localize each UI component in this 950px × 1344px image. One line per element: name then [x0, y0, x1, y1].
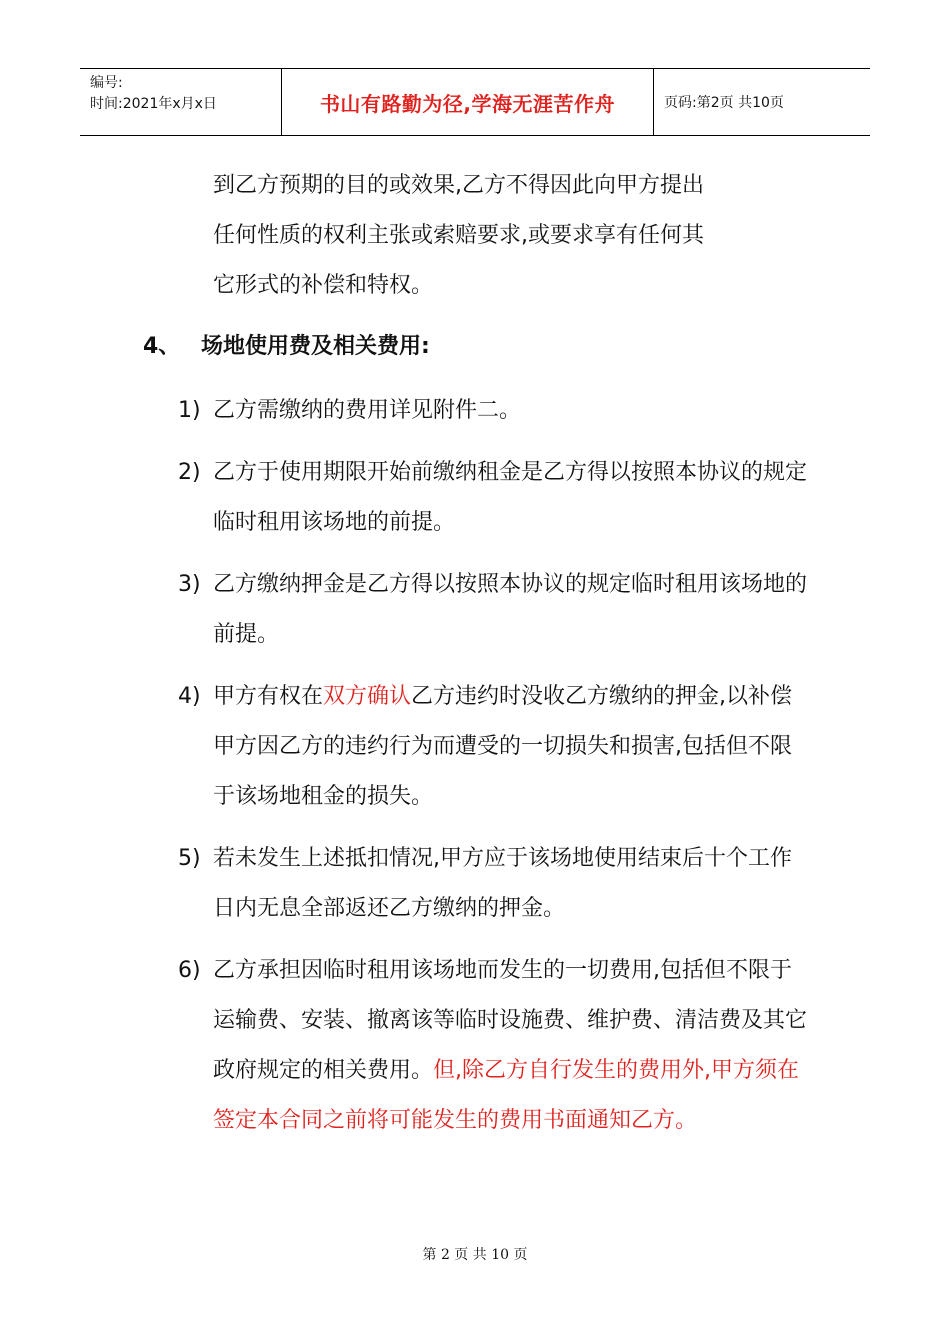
- item-number: 4): [178, 684, 201, 709]
- item-number: 5): [178, 846, 201, 871]
- item-number: 6): [178, 958, 201, 983]
- list-item: [178, 560, 818, 660]
- item-text-part: 乙方承担因临时租用该场地而发生的一切费用,包括但不限于运输费、安装、撤离该等临时设施费、维护费、清洁费及其它政府规定的相关费用。: [213, 958, 808, 1083]
- item-text: [213, 946, 809, 1146]
- doc-number-label: 编号:: [90, 75, 123, 91]
- header-motto: 书山有路勤为径,学海无涯苦作舟: [282, 69, 654, 135]
- page-header: [80, 68, 870, 136]
- item-text: 若未发生上述抵扣情况,甲方应于该场地使用结束后十个工作日内无息全部返还乙方缴纳的押金。: [213, 846, 792, 921]
- list-item: [178, 946, 818, 1146]
- list-item: [178, 386, 818, 436]
- header-meta: [80, 69, 282, 135]
- item-number: 3): [178, 572, 201, 597]
- section-number: 4、: [143, 334, 181, 359]
- item-text: [213, 672, 809, 822]
- list-item: [178, 672, 818, 822]
- item-number: 1): [178, 398, 201, 423]
- intro-line: 它形式的补偿和特权。: [213, 273, 434, 298]
- page-footer: 第 2 页 共 10 页: [422, 1247, 528, 1263]
- item-text: 乙方缴纳押金是乙方得以按照本协议的规定临时租用该场地的前提。: [213, 572, 808, 647]
- intro-line: 到乙方预期的目的或效果,乙方不得因此向甲方提出: [213, 173, 704, 198]
- list-item: [178, 448, 818, 548]
- list-item: [178, 834, 818, 934]
- item-text: 乙方于使用期限开始前缴纳租金是乙方得以按照本协议的规定临时租用该场地的前提。: [213, 460, 808, 535]
- intro-line: 任何性质的权利主张或索赔要求,或要求享有任何其: [213, 223, 704, 248]
- section-title: 场地使用费及相关费用:: [201, 334, 430, 359]
- item-text-part: 乙方违约时没收乙方缴纳的押金,以补偿甲方因乙方的违约行为而遭受的一切损失和损害,包括但不限于该场地租金的损失。: [213, 684, 793, 809]
- item-number: 2): [178, 460, 201, 485]
- highlight-text: 但,除乙方自行发生的费用外,甲方须在签定本合同之前将可能发生的费用书面通知乙方。: [213, 1058, 800, 1133]
- doc-time-label: 时间:2021年x月x日: [90, 96, 217, 112]
- section-heading: [143, 322, 430, 372]
- header-page-info: 页码:第2页 共10页: [664, 95, 784, 111]
- item-text-part: 甲方有权在: [213, 684, 324, 709]
- item-text: 乙方需缴纳的费用详见附件二。: [213, 398, 522, 423]
- highlight-text: 双方确认: [323, 684, 412, 709]
